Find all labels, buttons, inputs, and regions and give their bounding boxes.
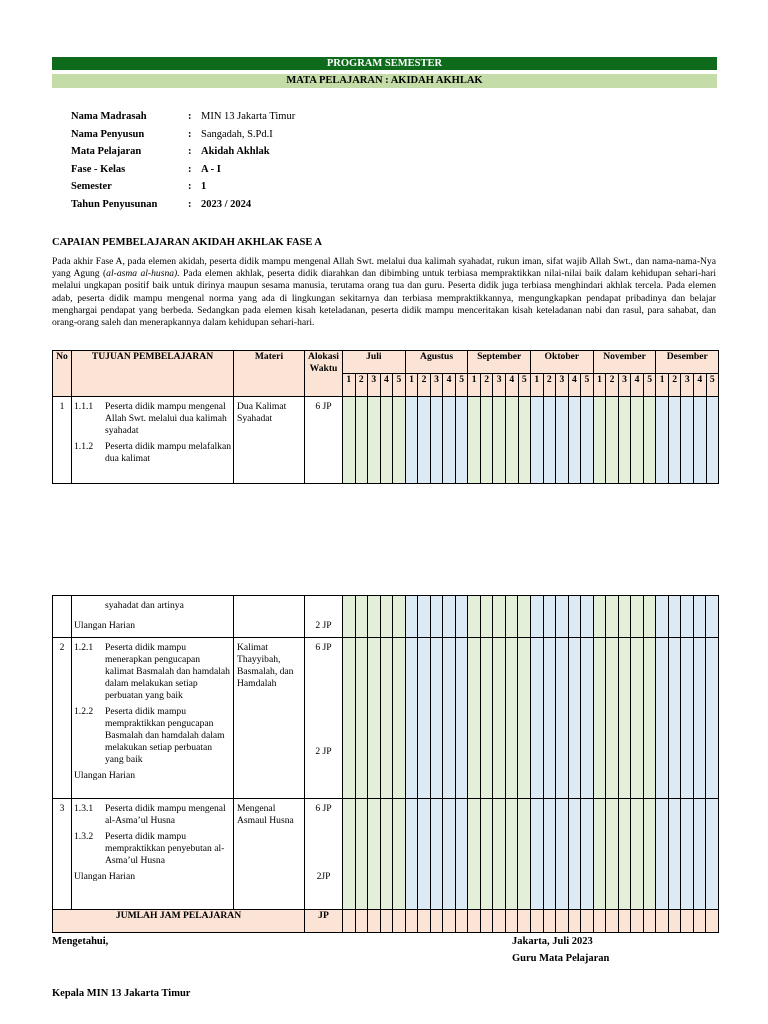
identity-colon: : — [188, 181, 192, 192]
week-number: 2 — [668, 374, 681, 397]
week-cell — [405, 638, 418, 799]
week-cell — [543, 799, 556, 910]
week-cell — [418, 910, 431, 933]
identity-colon: : — [188, 163, 192, 175]
week-cell — [606, 638, 619, 799]
week-cell — [668, 596, 681, 638]
tujuan-item — [74, 706, 231, 766]
row-number: 2 — [53, 638, 72, 799]
week-number: 5 — [518, 374, 531, 397]
week-cell — [681, 910, 694, 933]
week-number: 1 — [531, 374, 544, 397]
week-cell — [706, 596, 719, 638]
week-cell — [468, 596, 481, 638]
identity-value: 1 — [201, 181, 207, 192]
week-cell — [530, 799, 543, 910]
week-cell — [643, 799, 656, 910]
week-number: 3 — [493, 374, 506, 397]
identity-label: Mata Pelajaran — [71, 146, 142, 157]
row-number: 3 — [53, 799, 72, 910]
tujuan-text: Peserta didik mampu mengenal Allah Swt. melalui dua kalimah syahadat — [105, 401, 227, 436]
week-cell — [480, 397, 493, 484]
week-cell — [643, 596, 656, 638]
week-cell — [656, 596, 669, 638]
week-cell — [543, 638, 556, 799]
week-cell — [430, 397, 443, 484]
identity-colon: : — [188, 128, 192, 140]
week-cell — [606, 910, 619, 933]
week-cell — [668, 397, 681, 484]
week-cell — [568, 638, 581, 799]
ulangan-harian-label: Ulangan Harian — [74, 770, 136, 781]
week-cell — [568, 596, 581, 638]
row-materi: Mengenal Asmaul Husna — [234, 799, 305, 910]
week-cell — [656, 638, 669, 799]
week-cell — [556, 397, 569, 484]
week-cell — [593, 638, 606, 799]
week-cell — [418, 638, 431, 799]
alokasi-value: 6 JP — [315, 642, 332, 653]
week-cell — [480, 638, 493, 799]
week-number: 4 — [443, 374, 456, 397]
week-cell — [505, 638, 518, 799]
week-cell — [593, 910, 606, 933]
week-cell — [493, 397, 506, 484]
week-cell — [343, 910, 356, 933]
program-table-part2 — [52, 595, 719, 933]
week-cell — [430, 596, 443, 638]
week-cell — [405, 799, 418, 910]
week-cell — [418, 799, 431, 910]
week-cell — [468, 638, 481, 799]
tujuan-text: Peserta didik mampu menerapkan pengucapan kalimat Basmalah dan hamdalah dalam melakukan setiap perbuatan yang baik — [105, 642, 230, 701]
week-number: 5 — [393, 374, 406, 397]
week-number: 2 — [480, 374, 493, 397]
week-cell — [618, 596, 631, 638]
week-cell — [430, 799, 443, 910]
identity-value: MIN 13 Jakarta Timur — [201, 111, 296, 122]
row-tujuan — [72, 397, 234, 484]
week-number: 2 — [355, 374, 368, 397]
week-cell — [631, 596, 644, 638]
alokasi-value: 6 JP — [315, 803, 332, 814]
signature-mengetahui: Mengetahui, — [52, 936, 109, 947]
week-cell — [631, 799, 644, 910]
table-row — [53, 397, 719, 484]
week-cell — [681, 596, 694, 638]
week-cell — [693, 638, 706, 799]
week-number: 3 — [556, 374, 569, 397]
week-cell — [530, 596, 543, 638]
week-cell — [681, 397, 694, 484]
week-number: 3 — [681, 374, 694, 397]
row-alokasi — [305, 799, 343, 910]
week-number: 4 — [568, 374, 581, 397]
row-materi — [234, 596, 305, 638]
week-cell — [681, 638, 694, 799]
week-cell — [393, 799, 406, 910]
week-cell — [581, 397, 594, 484]
row-alokasi: 2 JP — [305, 596, 343, 638]
week-cell — [368, 910, 381, 933]
week-cell — [493, 638, 506, 799]
week-cell — [355, 799, 368, 910]
table-row — [53, 799, 719, 910]
week-cell — [443, 596, 456, 638]
week-number: 5 — [643, 374, 656, 397]
week-cell — [430, 910, 443, 933]
identity-label: Nama Penyusun — [71, 128, 145, 140]
identity-label: Tahun Penyusunan — [71, 198, 158, 210]
week-number: 1 — [593, 374, 606, 397]
header-materi: Materi — [234, 351, 305, 397]
week-number: 3 — [618, 374, 631, 397]
header-month-agustus: Agustus — [405, 351, 468, 374]
week-cell — [618, 799, 631, 910]
week-cell — [393, 596, 406, 638]
week-cell — [443, 799, 456, 910]
week-cell — [631, 638, 644, 799]
week-cell — [380, 397, 393, 484]
tujuan-code: 1.1.2 — [74, 441, 94, 452]
program-table-part1 — [52, 350, 719, 484]
week-cell — [455, 596, 468, 638]
week-number: 4 — [631, 374, 644, 397]
week-cell — [581, 638, 594, 799]
ulangan-harian-label: Ulangan Harian — [74, 620, 136, 631]
week-cell — [380, 799, 393, 910]
week-cell — [543, 910, 556, 933]
week-cell — [656, 397, 669, 484]
week-number: 3 — [368, 374, 381, 397]
row-alokasi: 6 JP — [305, 397, 343, 484]
capaian-text-1: Pada akhir Fase A, pada elemen akidah, peserta didik mampu mengenal Allah Swt. melalui dua kalimah syahadat, rukun iman, sifat wajib Allah Swt., dan nama-nama-Nya yang Agung ( — [52, 256, 716, 280]
row-tujuan-continued — [72, 596, 234, 638]
week-cell — [505, 596, 518, 638]
header-month-oktober: Oktober — [531, 351, 594, 374]
tujuan-code: 1.1.1 — [74, 401, 94, 412]
week-cell — [606, 799, 619, 910]
week-cell — [618, 910, 631, 933]
week-cell — [443, 638, 456, 799]
week-cell — [430, 638, 443, 799]
tujuan-item — [74, 441, 231, 465]
week-cell — [643, 910, 656, 933]
tujuan-text: Peserta didik mampu mempraktikkan penyebutan al-Asma’ul Husna — [105, 831, 225, 866]
week-cell — [355, 596, 368, 638]
week-cell — [556, 638, 569, 799]
week-cell — [505, 910, 518, 933]
week-cell — [455, 397, 468, 484]
week-cell — [556, 596, 569, 638]
week-cell — [606, 596, 619, 638]
week-cell — [694, 397, 707, 484]
identity-label: Semester — [71, 181, 112, 192]
week-cell — [530, 638, 543, 799]
week-cell — [656, 799, 669, 910]
week-number: 2 — [606, 374, 619, 397]
week-cell — [668, 799, 681, 910]
week-number: 1 — [468, 374, 481, 397]
week-cell — [643, 397, 656, 484]
table-row — [53, 638, 719, 799]
week-number: 4 — [380, 374, 393, 397]
week-cell — [493, 596, 506, 638]
week-cell — [568, 799, 581, 910]
week-cell — [631, 910, 644, 933]
week-cell — [518, 397, 531, 484]
week-cell — [455, 799, 468, 910]
header-no: No — [53, 351, 72, 397]
capaian-paragraph — [52, 256, 716, 329]
week-number: 5 — [581, 374, 594, 397]
week-cell — [443, 397, 456, 484]
row-tujuan — [72, 799, 234, 910]
week-cell — [355, 910, 368, 933]
week-cell — [706, 397, 719, 484]
week-number: 1 — [405, 374, 418, 397]
alokasi-value: 2JP — [316, 871, 331, 882]
week-cell — [518, 799, 531, 910]
tujuan-item — [74, 401, 231, 437]
week-cell — [393, 638, 406, 799]
week-cell — [468, 799, 481, 910]
tujuan-code: 1.3.2 — [74, 831, 94, 842]
week-cell — [368, 397, 381, 484]
week-cell — [343, 799, 356, 910]
identity-value: A - I — [201, 163, 221, 175]
week-cell — [480, 910, 493, 933]
week-cell — [505, 799, 518, 910]
identity-label: Nama Madrasah — [71, 111, 147, 122]
tujuan-item — [74, 642, 231, 702]
identity-colon: : — [188, 198, 192, 210]
tujuan-text: Peserta didik mampu mengenal al-Asma’ul Husna — [105, 803, 226, 826]
week-cell — [643, 638, 656, 799]
tujuan-item — [74, 803, 231, 827]
identity-value: 2023 / 2024 — [201, 198, 252, 210]
week-cell — [468, 910, 481, 933]
week-number: 3 — [430, 374, 443, 397]
week-cell — [668, 910, 681, 933]
capaian-heading: CAPAIAN PEMBELAJARAN AKIDAH AKHLAK FASE A — [52, 237, 323, 248]
header-month-juli: Juli — [343, 351, 406, 374]
capaian-text-italic: al-asma al-husna). — [106, 268, 180, 280]
week-cell — [706, 638, 719, 799]
week-cell — [455, 910, 468, 933]
capaian-text-2: Pada elemen akhlak, peserta didik diarahkan dan dibimbing untuk terbiasa mempraktikkan nilai-nilai baik dalam kehidupan sehari-hari melalui ungkapan positif baik untuk dirinya maupun sesama manusia, terutama orang tua dan guru. Peserta didik juga terbiasa menghindari akhlak tercela. Pada elemen adab, peserta didik mampu mengenal norma yang ada di lingkungan sekitarnya dan terbiasa mempraktikkannya, mengungkapkan pendapat pribadinya dan belajar menghargai pendapat yang berbeda. Sedangkan pada elemen kisah keteladanan, peserta didik mampu menceritakan kisah keteladanan nabi dan rasul, para sahabat, dan orang-orang saleh dan menerapkannya dalam kehidupan sehari-hari. — [52, 268, 717, 329]
week-cell — [581, 596, 594, 638]
week-cell — [505, 397, 518, 484]
week-cell — [493, 799, 506, 910]
week-cell — [343, 638, 356, 799]
week-cell — [593, 596, 606, 638]
week-number: 5 — [455, 374, 468, 397]
week-number: 4 — [694, 374, 707, 397]
week-cell — [368, 799, 381, 910]
week-cell — [543, 397, 556, 484]
identity-value: Akidah Akhlak — [201, 146, 270, 157]
week-cell — [681, 799, 694, 910]
tujuan-text-continued: syahadat dan artinya — [105, 600, 184, 611]
week-cell — [355, 638, 368, 799]
week-cell — [693, 910, 706, 933]
row-materi: Dua Kalimat Syahadat — [234, 397, 305, 484]
identity-label: Fase - Kelas — [71, 163, 126, 175]
week-cell — [393, 397, 406, 484]
signature-guru: Guru Mata Pelajaran — [512, 953, 610, 964]
header-month-november: November — [593, 351, 656, 374]
header-month-desember: Desember — [656, 351, 719, 374]
week-cell — [418, 596, 431, 638]
tujuan-text: Peserta didik mampu mempraktikkan pengucapan Basmalah dan hamdalah dalam melakukan setiap perbuatan yang baik — [105, 706, 225, 765]
row-number — [53, 596, 72, 638]
week-cell — [618, 638, 631, 799]
week-cell — [568, 397, 581, 484]
week-cell — [468, 397, 481, 484]
tujuan-code: 1.2.2 — [74, 706, 94, 717]
week-cell — [631, 397, 644, 484]
tujuan-code: 1.3.1 — [74, 803, 94, 814]
signature-kepala: Kepala MIN 13 Jakarta Timur — [52, 988, 191, 999]
week-cell — [480, 596, 493, 638]
week-cell — [606, 397, 619, 484]
header-month-september: September — [468, 351, 531, 374]
week-cell — [418, 397, 431, 484]
week-number: 4 — [505, 374, 518, 397]
week-cell — [556, 910, 569, 933]
document-title: PROGRAM SEMESTER — [52, 57, 717, 70]
week-cell — [380, 638, 393, 799]
week-cell — [405, 910, 418, 933]
week-cell — [581, 910, 594, 933]
week-cell — [706, 910, 719, 933]
week-cell — [493, 910, 506, 933]
week-cell — [543, 596, 556, 638]
week-cell — [368, 596, 381, 638]
week-cell — [530, 910, 543, 933]
week-number: 1 — [656, 374, 669, 397]
table-row — [53, 596, 719, 638]
week-cell — [343, 596, 356, 638]
week-cell — [556, 799, 569, 910]
week-cell — [343, 397, 356, 484]
week-cell — [593, 799, 606, 910]
alokasi-value: 2 JP — [315, 746, 332, 757]
week-cell — [693, 799, 706, 910]
document-subtitle: MATA PELAJARAN : AKIDAH AKHLAK — [52, 74, 717, 88]
row-number: 1 — [53, 397, 72, 484]
identity-colon: : — [188, 111, 192, 122]
week-cell — [693, 596, 706, 638]
ulangan-harian-label: Ulangan Harian — [74, 871, 136, 882]
week-cell — [455, 638, 468, 799]
identity-colon: : — [188, 146, 192, 157]
header-alokasi — [305, 351, 343, 397]
table-total-row — [53, 910, 719, 933]
week-cell — [668, 638, 681, 799]
week-cell — [368, 638, 381, 799]
week-cell — [518, 910, 531, 933]
signature-place-date: Jakarta, Juli 2023 — [512, 936, 593, 947]
jumlah-jam-value: JP — [305, 910, 343, 933]
week-cell — [355, 397, 368, 484]
tujuan-code: 1.2.1 — [74, 642, 94, 653]
week-cell — [531, 397, 544, 484]
week-cell — [581, 799, 594, 910]
week-number: 5 — [706, 374, 719, 397]
row-tujuan — [72, 638, 234, 799]
week-cell — [518, 638, 531, 799]
week-number: 2 — [543, 374, 556, 397]
week-cell — [706, 799, 719, 910]
header-tujuan: TUJUAN PEMBELAJARAN — [72, 351, 234, 397]
week-cell — [593, 397, 606, 484]
week-cell — [656, 910, 669, 933]
week-number: 2 — [418, 374, 431, 397]
header-alokasi-line2: Waktu — [309, 363, 338, 374]
week-cell — [443, 910, 456, 933]
row-alokasi — [305, 638, 343, 799]
week-cell — [405, 596, 418, 638]
week-cell — [518, 596, 531, 638]
tujuan-item — [74, 831, 231, 867]
row-materi: Kalimat Thayyibah, Basmalah, dan Hamdalah — [234, 638, 305, 799]
week-cell — [405, 397, 418, 484]
week-cell — [480, 799, 493, 910]
header-alokasi-line1: Alokasi — [308, 351, 339, 362]
identity-value: Sangadah, S.Pd.I — [201, 128, 273, 140]
jumlah-jam-label: JUMLAH JAM PELAJARAN — [53, 910, 305, 933]
week-cell — [393, 910, 406, 933]
week-cell — [380, 910, 393, 933]
week-cell — [568, 910, 581, 933]
tujuan-text: Peserta didik mampu melafalkan dua kalimat — [105, 441, 232, 464]
week-cell — [380, 596, 393, 638]
table-header-row — [53, 351, 719, 374]
week-number: 1 — [343, 374, 356, 397]
week-cell — [618, 397, 631, 484]
